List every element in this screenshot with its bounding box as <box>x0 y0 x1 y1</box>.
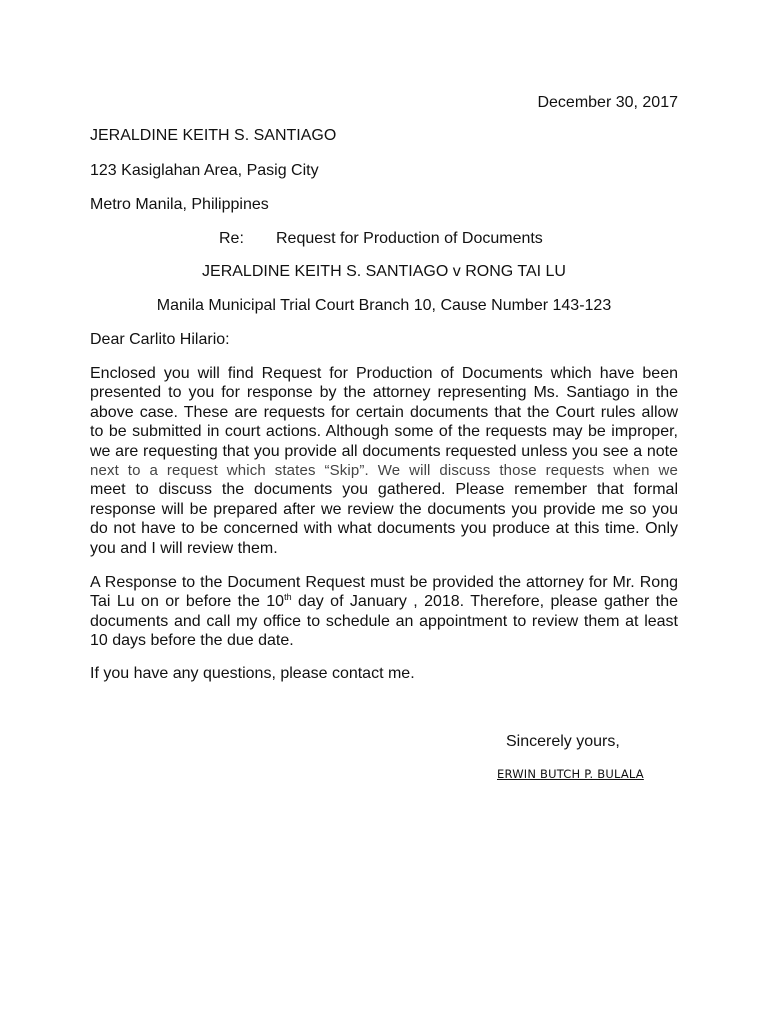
paragraph-line: next to a request which states “Skip”. We will discuss those requests when we <box>90 462 678 480</box>
recipient-address-line1: 123 Kasiglahan Area, Pasig City <box>90 162 319 179</box>
body-paragraph-3: If you have any questions, please contact me. <box>90 665 415 682</box>
closing: Sincerely yours, <box>506 733 620 750</box>
paragraph-line: documents and call my office to schedule an appointment to review them at least <box>90 612 678 630</box>
paragraph-line: you and I will review them. <box>90 539 278 557</box>
paragraph-line: response will be prepared after we review the documents you provide me so you <box>90 500 678 518</box>
body-paragraph-1 <box>90 364 678 558</box>
recipient-name: JERALDINE KEITH S. SANTIAGO <box>90 127 337 144</box>
paragraph-line: meet to discuss the documents you gathered. Please remember that formal <box>90 481 678 499</box>
paragraph-line: A Response to the Document Request must be provided the attorney for Mr. Rong <box>90 574 678 591</box>
re-label: Re: <box>219 230 244 247</box>
re-subject: Request for Production of Documents <box>276 230 543 247</box>
paragraph-text: Tai Lu on or before the 10 <box>90 593 285 611</box>
case-title: JERALDINE KEITH S. SANTIAGO v RONG TAI LU <box>202 263 566 280</box>
recipient-address-line2: Metro Manila, Philippines <box>90 196 269 213</box>
signature-name: ERWIN BUTCH P. BULALA <box>497 767 644 781</box>
body-paragraph-2 <box>90 573 678 651</box>
court-info: Manila Municipal Trial Court Branch 10, Cause Number 143-123 <box>156 297 612 314</box>
salutation: Dear Carlito Hilario: <box>90 331 230 348</box>
paragraph-text: day of January , 2018. Therefore, please gather the <box>291 593 678 611</box>
paragraph-line: 10 days before the due date. <box>90 632 294 650</box>
paragraph-line: Enclosed you will find Request for Production of Documents which have been <box>90 365 678 382</box>
paragraph-line: presented to you for response by the attorney representing Ms. Santiago in the <box>90 384 678 402</box>
re-line <box>219 229 543 248</box>
letter-date: December 30, 2017 <box>537 94 678 111</box>
paragraph-line: above case. These are requests for certain documents that the Court rules allow <box>90 403 678 421</box>
paragraph-line: to be submitted in court actions. Although some of the requests may be improper, <box>90 423 678 441</box>
paragraph-line-with-ordinal <box>90 592 678 611</box>
paragraph-line: we are requesting that you provide all documents requested unless you see a note <box>90 442 678 460</box>
paragraph-line: do not have to be concerned with what documents you produce at this time. Only <box>90 520 678 538</box>
ordinal-suffix: th <box>284 592 292 603</box>
